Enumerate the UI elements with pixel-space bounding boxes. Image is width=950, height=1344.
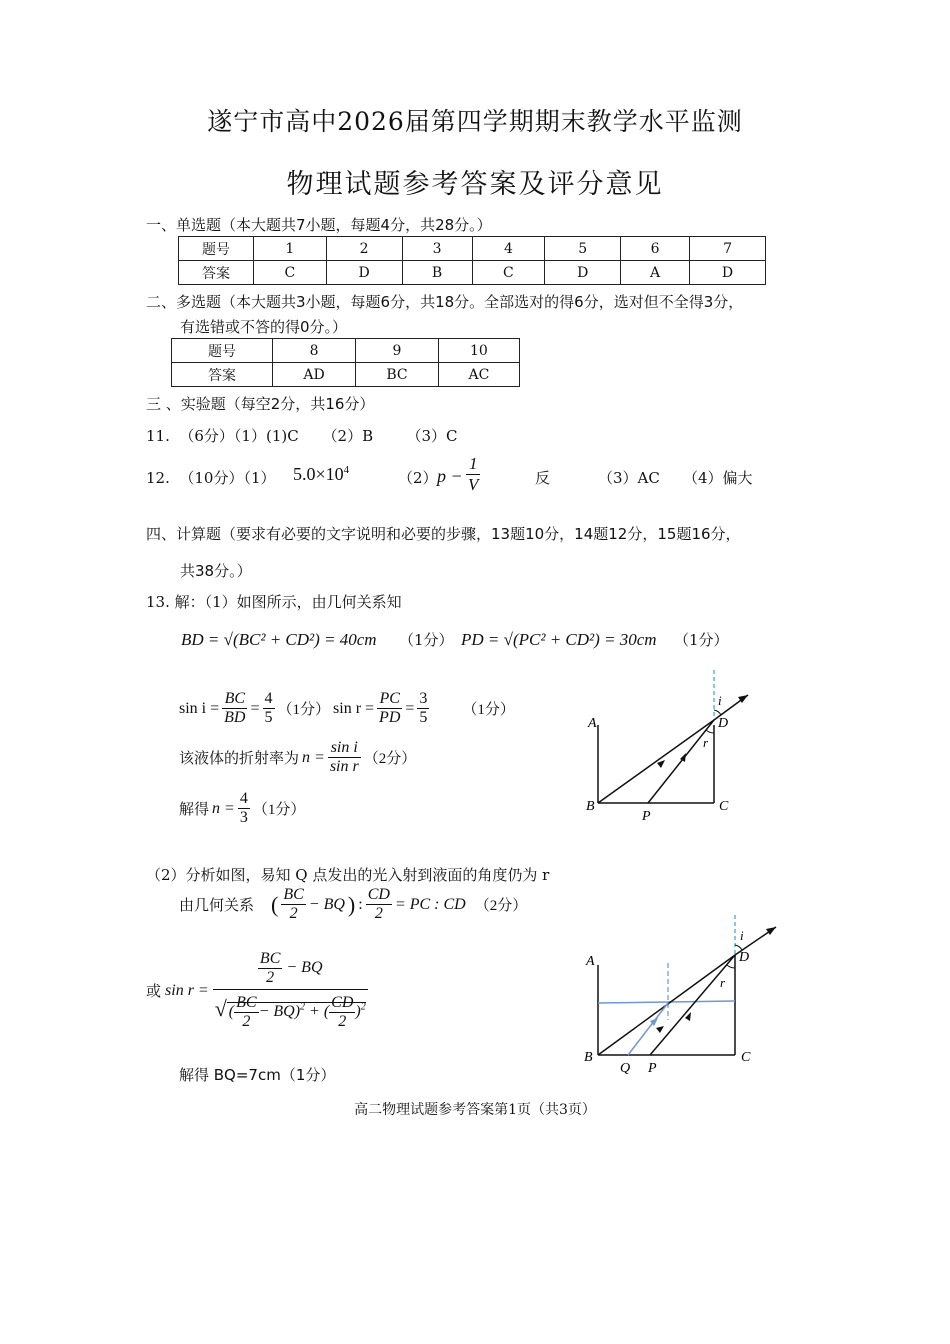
geo-minus-bq: − BQ	[308, 895, 345, 913]
den-frac-2	[329, 994, 355, 1031]
sqrt-sign: √	[214, 996, 227, 1022]
geo-score: （2分）	[474, 898, 528, 914]
big-frac	[213, 950, 368, 1031]
n-equation	[179, 739, 416, 776]
table-cell: 5	[545, 237, 621, 261]
bd-equation: BD = √(BC² + CD²) = 40cm	[181, 630, 377, 649]
table-cell: D	[326, 261, 402, 285]
table-cell: C	[472, 261, 545, 285]
label-A: A	[586, 954, 595, 969]
section2-heading-line1: 二、多选题（本大题共3小题，每题6分，共18分。全部选对的得6分，选对但不全得3分，	[146, 293, 744, 311]
solve-text: 解得	[179, 802, 210, 818]
section4-heading-line1: 四、计算题（要求有必要的文字说明和必要的步骤，13题10分，14题12分，15题16分，	[146, 525, 741, 543]
sini-vnum: 4	[264, 690, 273, 707]
geo-frac-1-den: 2	[289, 905, 298, 922]
sinr-label: sin r =	[333, 699, 375, 717]
q12-word: 反	[535, 469, 551, 487]
label-r: r	[703, 735, 709, 750]
label-r: r	[720, 975, 726, 990]
big-frac-num	[213, 950, 368, 990]
q12-exponent: 4	[343, 464, 350, 476]
q12-fraction	[466, 454, 480, 495]
sinr-den: PD	[379, 709, 401, 726]
den-frac-2-den: 2	[338, 1013, 347, 1030]
table-row	[179, 261, 766, 285]
page-subtitle: 物理试题参考答案及评分意见	[286, 169, 664, 200]
geo-frac-2-den: 2	[374, 905, 383, 922]
q12-frac-den: V	[468, 475, 479, 494]
close-paren: )	[347, 891, 356, 917]
sinr-big-equation	[146, 950, 368, 1031]
sinr-vden: 5	[419, 709, 428, 726]
geo-frac-1-num: BC	[283, 886, 304, 903]
section2-table	[171, 338, 520, 387]
ray-arrowhead	[657, 760, 665, 768]
pd-score: （1分）	[674, 631, 729, 649]
ray-pd	[650, 955, 735, 1055]
angle-r-arc	[706, 730, 714, 733]
table-row	[172, 363, 520, 387]
q13-intro: 13. 解：（1）如图所示，由几何关系知	[146, 593, 402, 611]
geo-frac-1	[281, 886, 305, 923]
part2-intro: （2）分析如图，易知 Q 点发出的光入射到液面的角度仍为 r	[146, 866, 550, 884]
inner-den: 2	[266, 969, 275, 986]
table-cell: B	[402, 261, 472, 285]
geo-frac-2	[366, 886, 392, 923]
inner-num: BC	[259, 950, 281, 967]
sinr-num: PC	[377, 690, 402, 709]
table-cell: 4	[472, 237, 545, 261]
table-cell: 答案	[179, 261, 254, 285]
ratio-colon: :	[358, 895, 363, 913]
sini-label: sin i =	[179, 699, 220, 717]
ray-pd	[648, 720, 714, 803]
liquid-surface	[598, 1001, 735, 1003]
or-text: 或	[146, 984, 162, 1000]
q12-value	[293, 464, 349, 485]
table-cell: D	[545, 261, 621, 285]
table-cell: 10	[438, 339, 519, 363]
label-D: D	[718, 716, 729, 731]
ray-arrowhead	[766, 927, 776, 935]
n-lhs: n =	[302, 748, 325, 766]
label-P: P	[642, 809, 651, 824]
solve-lhs: n =	[212, 799, 235, 817]
sini-score: （1分）	[277, 702, 331, 718]
q12-frac-num: 1	[466, 454, 480, 475]
square-1: 2	[300, 1001, 306, 1013]
section4-heading-line2: 共38分。）	[180, 562, 252, 580]
table-cell: AD	[273, 363, 356, 387]
label-C: C	[719, 799, 729, 814]
diagram-2	[578, 915, 788, 1085]
label-C: C	[741, 1050, 751, 1065]
sini-eq: =	[250, 699, 260, 717]
num-inner-frac	[258, 950, 282, 987]
sini-equation	[179, 690, 515, 727]
geo-equation	[179, 886, 527, 923]
geo-rhs: = PC : CD	[394, 895, 466, 913]
table-cell: BC	[356, 363, 439, 387]
geo-text: 由几何关系	[179, 898, 255, 914]
q12-part3: （3）AC	[598, 469, 660, 487]
q12-part4: （4）偏大	[683, 469, 753, 487]
label-B: B	[586, 799, 595, 814]
table-cell: 题号	[179, 237, 254, 261]
label-B: B	[584, 1050, 593, 1065]
big-frac-den	[213, 990, 368, 1031]
n-score: （2分）	[363, 751, 417, 767]
sini-frac	[222, 690, 247, 727]
ray-arrowhead	[656, 1026, 664, 1033]
q12-part2: （2）	[398, 469, 438, 487]
q12-mantissa: 5.0×10	[293, 464, 344, 484]
section1-heading: 一、单选题（本大题共7小题，每题4分，共28分。）	[146, 216, 492, 234]
table-cell: 1	[254, 237, 327, 261]
label-D: D	[739, 950, 750, 965]
label-i: i	[740, 928, 744, 943]
final-answer: 解得 BQ=7cm（1分）	[179, 1066, 336, 1084]
table-cell: 6	[621, 237, 690, 261]
solve-score: （1分）	[252, 802, 306, 818]
pd-equation: PD = √(PC² + CD²) = 30cm	[461, 630, 657, 649]
table-cell: C	[254, 261, 327, 285]
sini-vden: 5	[264, 709, 273, 726]
section2-heading-line2: 有选错或不答的得0分。）	[180, 318, 348, 336]
sinr-frac	[377, 690, 402, 727]
solve-den: 3	[239, 809, 248, 826]
square-2: 2	[360, 1001, 366, 1013]
table-cell: 7	[690, 237, 766, 261]
sinr-eq: =	[405, 699, 415, 717]
num-minus-bq: − BQ	[286, 959, 323, 977]
sinr-score: （1分）	[462, 702, 515, 718]
n-num: sin i	[328, 739, 361, 758]
table-cell: 3	[402, 237, 472, 261]
sinr-value	[417, 690, 429, 727]
ray-bd	[598, 720, 714, 803]
solve-equation	[179, 790, 305, 827]
page-title: 遂宁市高中2026届第四学期期末教学水平监测	[207, 107, 743, 136]
n-frac	[328, 739, 361, 776]
label-Q: Q	[620, 1061, 631, 1076]
or-lhs: sin r =	[165, 981, 209, 999]
geo-frac-2-num: CD	[367, 886, 390, 903]
table-cell: A	[621, 261, 690, 285]
solve-frac	[238, 790, 250, 827]
page-footer: 高二物理试题参考答案第1页（共3页）	[354, 1102, 596, 1118]
section1-table	[178, 236, 766, 285]
sini-value	[263, 690, 275, 727]
n-text: 该液体的折射率为	[179, 751, 300, 767]
den-frac-1	[234, 994, 258, 1031]
q11-answer: 11. （6分）（1）(1)C （2）B （3）C	[146, 427, 458, 445]
label-A: A	[588, 716, 597, 731]
diagram-1	[580, 665, 760, 825]
table-row	[179, 237, 766, 261]
q12-expr: p −	[437, 466, 463, 486]
table-cell: AC	[438, 363, 519, 387]
section3-heading: 三 、实验题（每空2分，共16分）	[146, 395, 375, 413]
table-cell: 9	[356, 339, 439, 363]
table-cell: 2	[326, 237, 402, 261]
n-den: sin r	[329, 758, 359, 775]
table-cell: 题号	[172, 339, 273, 363]
q12-prefix: 12. （10分）（1）	[146, 469, 276, 487]
label-P: P	[648, 1061, 657, 1076]
den-frac-2-num: CD	[331, 994, 354, 1011]
table-cell: D	[690, 261, 766, 285]
angle-r-arc	[727, 965, 735, 968]
table-cell: 8	[273, 339, 356, 363]
den-frac-1-num: BC	[236, 994, 257, 1011]
den-frac-1-den: 2	[242, 1013, 251, 1030]
open-paren: (	[271, 891, 279, 917]
solve-num: 4	[239, 790, 248, 807]
label-i: i	[718, 693, 722, 708]
bd-score: （1分）	[399, 631, 454, 649]
sqrt-body: ( $\frac{BC}{2}$ − BQ)$^2$ + ( $\frac{CD}{2}$ )$^2$	[228, 994, 366, 1030]
angle-i-arc	[714, 710, 721, 715]
table-cell: 答案	[172, 363, 273, 387]
table-row	[172, 339, 520, 363]
sinr-vnum: 3	[419, 690, 428, 707]
sini-den: BD	[224, 709, 246, 726]
sini-num: BC	[222, 690, 247, 709]
